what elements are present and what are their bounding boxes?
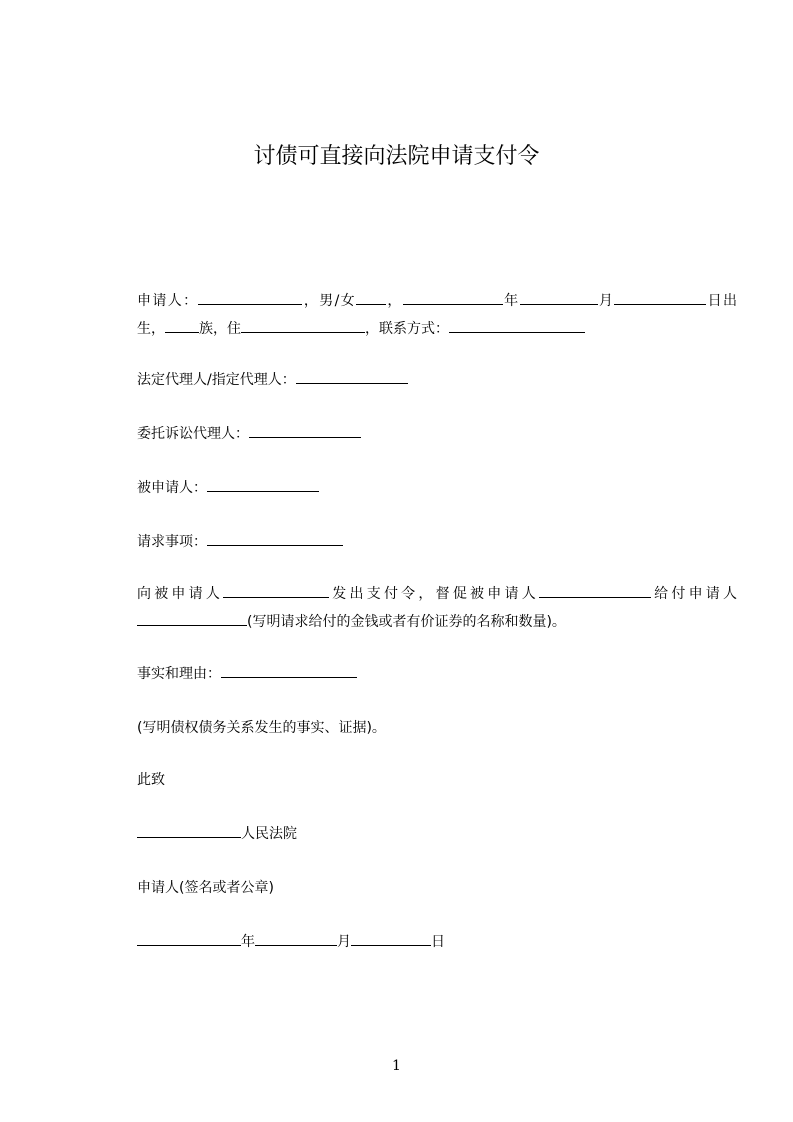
document-title: 讨债可直接向法院申请支付令: [253, 144, 540, 169]
entrusted-agent-blank: [249, 423, 361, 438]
date-month-label: 月: [337, 934, 351, 950]
legal-agent-line: [104, 366, 737, 394]
applicant-ethnicity-blank: [165, 318, 199, 333]
request-items-blank: [207, 531, 343, 546]
applicant-contact-blank: [449, 318, 585, 333]
applicant-ethnic-label: 族，住: [199, 321, 241, 337]
request-respondent-blank: [223, 583, 329, 598]
facts-note: (写明债权债务关系发生的事实、证据)。: [137, 720, 386, 736]
request-applicant-blank: [137, 611, 247, 626]
signature-line: 申请人(签名或者公章): [137, 880, 274, 896]
applicant-birth-month-blank: [520, 290, 598, 305]
applicant-contact-label: ，联系方式：: [365, 321, 449, 337]
applicant-gender-label: ，男/女: [302, 293, 357, 309]
request-respondent-blank-2: [539, 583, 651, 598]
date-day-label: 日: [431, 934, 445, 950]
salutation: 此致: [137, 772, 165, 788]
date-year-label: 年: [241, 934, 255, 950]
respondent-label: 被申请人：: [137, 480, 207, 496]
request-detail-part3: 给付申请人: [650, 586, 738, 602]
court-name-blank: [137, 823, 241, 838]
request-detail-part1: 向被申请人: [137, 586, 224, 602]
applicant-born-label: 日出生，: [137, 293, 738, 337]
applicant-separator: ，: [386, 293, 403, 309]
request-detail-part2: 发出支付令，督促被申请人: [329, 586, 539, 602]
date-year-blank: [137, 931, 241, 946]
applicant-name-blank: [198, 290, 302, 305]
respondent-line: [104, 474, 737, 502]
request-items-label: 请求事项：: [137, 534, 207, 550]
court-line: [104, 820, 737, 848]
page-number: 1: [392, 1058, 401, 1074]
applicant-birth-day-blank-2: [678, 290, 706, 305]
entrusted-agent-label: 委托诉讼代理人：: [137, 426, 249, 442]
respondent-blank: [207, 477, 319, 492]
date-month-blank: [255, 931, 337, 946]
request-items-line: [104, 528, 737, 556]
applicant-paragraph: [104, 287, 737, 343]
applicant-gender-blank: [356, 290, 386, 305]
legal-agent-blank: [296, 369, 408, 384]
applicant-address-blank: [241, 318, 365, 333]
legal-agent-label: 法定代理人/指定代理人：: [137, 372, 296, 388]
date-line: [104, 928, 737, 956]
facts-line: [104, 660, 737, 688]
applicant-month-label: 月: [597, 293, 615, 309]
request-detail-paragraph: [104, 580, 737, 636]
applicant-birth-day-blank: [614, 290, 678, 305]
facts-label: 事实和理由：: [137, 666, 221, 682]
court-suffix: 人民法院: [241, 826, 297, 842]
request-detail-part4: (写明请求给付的金钱或者有价证券的名称和数量)。: [247, 614, 566, 630]
applicant-birth-year-blank: [403, 290, 503, 305]
facts-blank: [221, 663, 357, 678]
entrusted-agent-line: [104, 420, 737, 448]
applicant-year-label: 年: [502, 293, 520, 309]
date-day-blank: [351, 931, 431, 946]
applicant-label: 申请人：: [137, 293, 199, 309]
